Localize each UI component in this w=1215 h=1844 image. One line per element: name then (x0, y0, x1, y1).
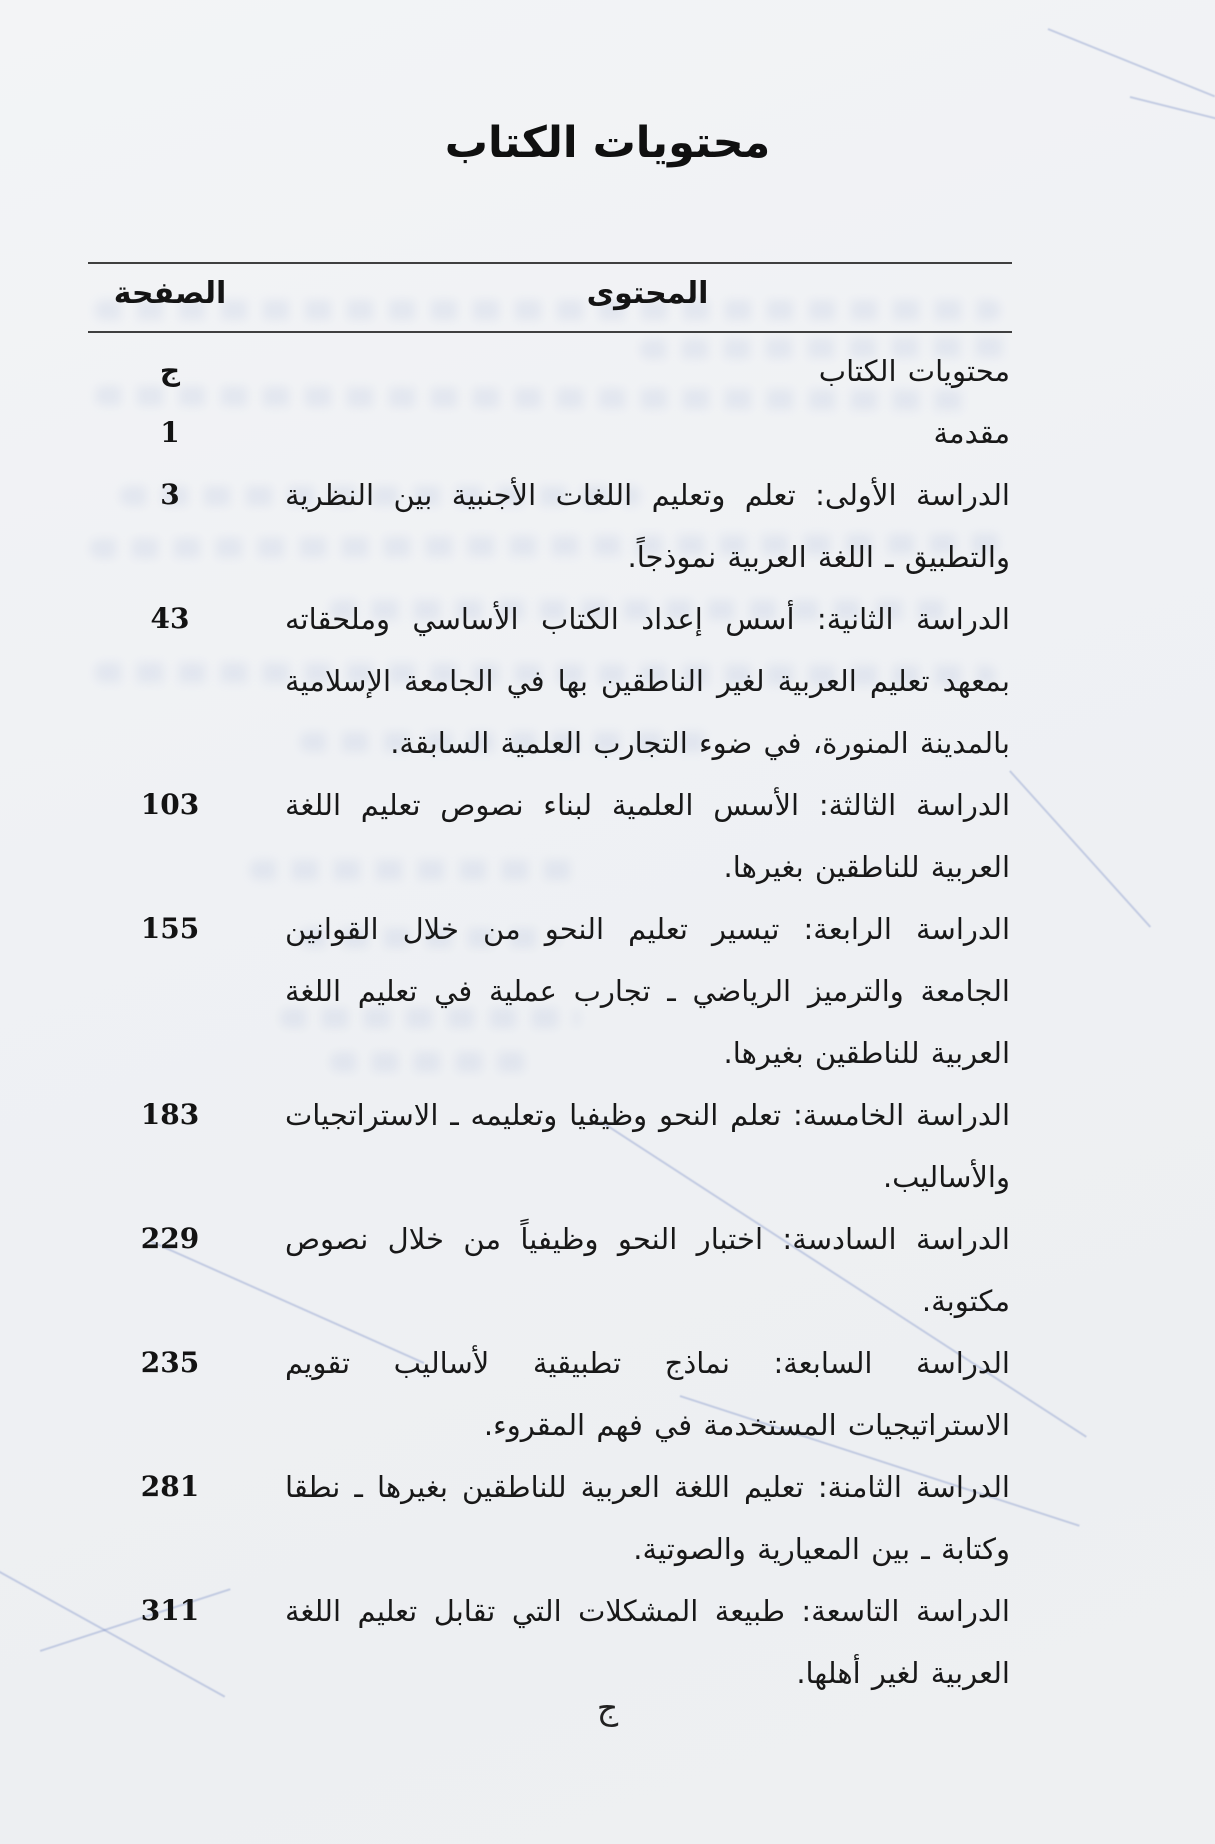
toc-page-number: ج (159, 354, 181, 387)
toc-entry-text: الدراسة الثالثة: الأسس العلمية لبناء نصوص تعليم اللغة العربية للناطقين بغيرها. (285, 788, 1010, 884)
table-rule-bottom (88, 331, 1012, 333)
crease-line (1048, 28, 1215, 97)
column-header-page: الصفحة (113, 276, 227, 311)
footer-page-marker: ج (596, 1688, 619, 1727)
table-rule-top (88, 262, 1012, 264)
toc-row (110, 1580, 1010, 1704)
toc-entry-text: الدراسة السادسة: اختبار النحو وظيفياً من خلال نصوص مكتوبة. (285, 1222, 1010, 1318)
toc-page-number: 311 (140, 1594, 200, 1627)
toc-page-number: 1 (160, 416, 180, 449)
toc-row (110, 1208, 1010, 1332)
toc-page-number: 103 (140, 788, 200, 821)
toc-row (110, 402, 1010, 464)
toc-row (110, 1332, 1010, 1456)
crease-line (1009, 770, 1151, 927)
toc-rows (110, 340, 1010, 1704)
toc-entry-text: الدراسة الرابعة: تيسير تعليم النحو من خلال القوانين الجامعة والترميز الرياضي ـ تجارب عملية في تعليم اللغة العربية للناطقين بغيرها. (285, 912, 1010, 1070)
toc-page-number: 235 (140, 1346, 200, 1379)
toc-entry-text: الدراسة التاسعة: طبيعة المشكلات التي تقابل تعليم اللغة العربية لغير أهلها. (285, 1594, 1010, 1690)
toc-row (110, 588, 1010, 774)
toc-page-number: 281 (140, 1470, 200, 1503)
toc-entry-text: الدراسة السابعة: نماذج تطبيقية لأساليب تقويم الاستراتيجيات المستخدمة في فهم المقروء. (285, 1346, 1010, 1442)
toc-page-number: 229 (140, 1222, 200, 1255)
toc-row (110, 898, 1010, 1084)
page-title: محتويات الكتاب (444, 118, 771, 168)
toc-entry-text: الدراسة الثانية: أسس إعداد الكتاب الأساسي وملحقاته بمعهد تعليم العربية لغير الناطقين بها في الجامعة الإسلامية بالمدينة المنورة، في ضوء التجارب العلمية السابقة. (285, 602, 1010, 760)
toc-row (110, 774, 1010, 898)
toc-row (110, 1084, 1010, 1208)
toc-page-number: 155 (140, 912, 200, 945)
toc-page-number: 183 (140, 1098, 200, 1131)
toc-row (110, 464, 1010, 588)
toc-entry-text: الدراسة الأولى: تعلم وتعليم اللغات الأجنبية بين النظرية والتطبيق ـ اللغة العربية نموذجاً. (285, 478, 1010, 574)
toc-entry-text: الدراسة الخامسة: تعلم النحو وظيفيا وتعليمه ـ الاستراتجيات والأساليب. (285, 1098, 1010, 1194)
toc-entry-text: الدراسة الثامنة: تعليم اللغة العربية للناطقين بغيرها ـ نطقا وكتابة ـ بين المعيارية والصوتية. (285, 1470, 1010, 1566)
toc-entry-text: محتويات الكتاب (818, 354, 1010, 388)
toc-page-number: 43 (150, 602, 190, 635)
toc-entry-text: مقدمة (933, 416, 1010, 450)
toc-page-number: 3 (160, 478, 180, 511)
toc-row (110, 340, 1010, 402)
toc-row (110, 1456, 1010, 1580)
column-header-content: المحتوى (586, 276, 709, 311)
